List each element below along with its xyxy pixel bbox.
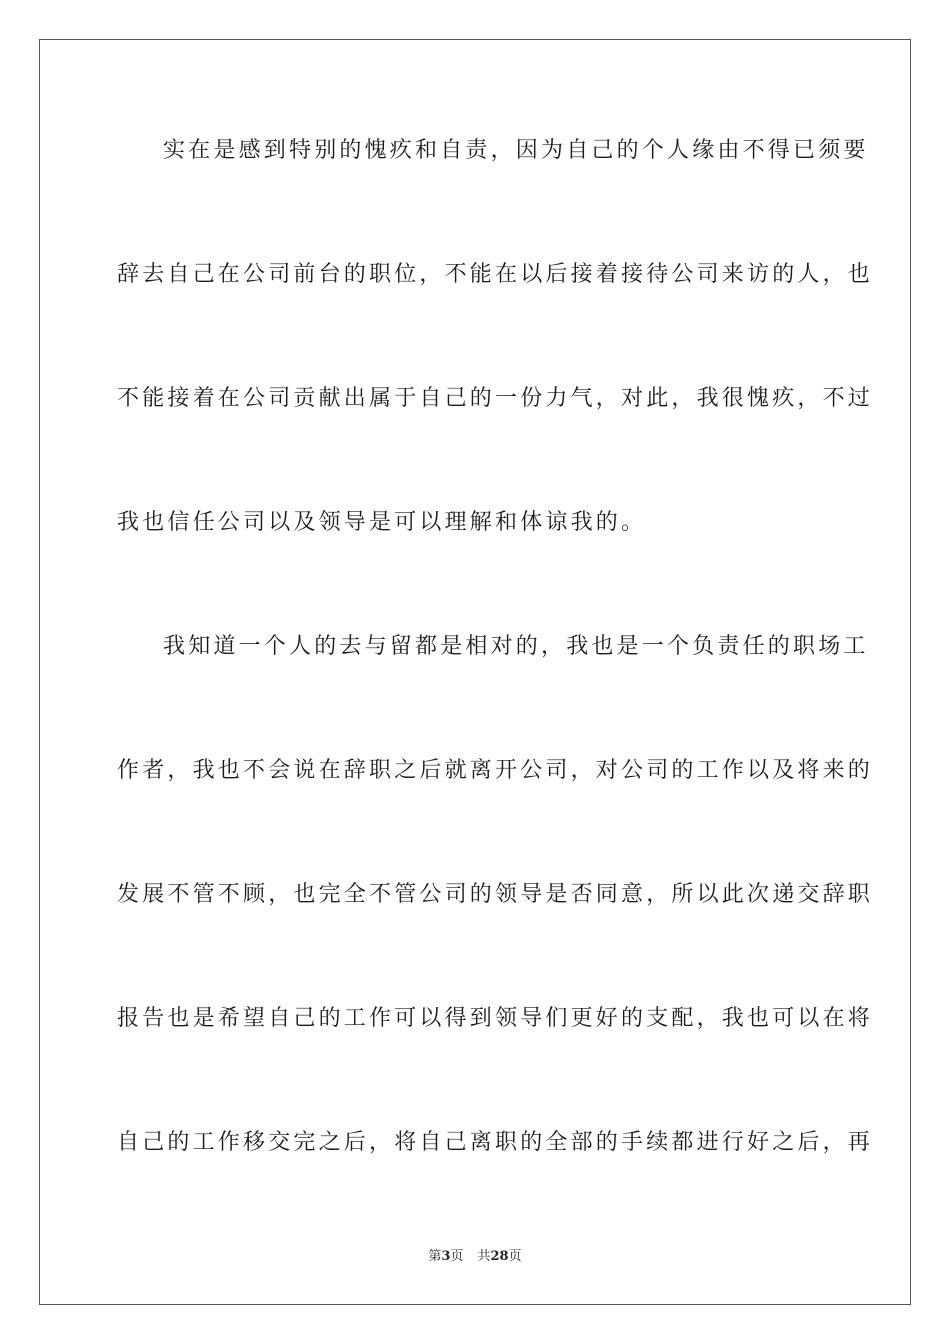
paragraph-2-line-4: 报告也是希望自己的工作可以得到领导们更好的支配，我也可以在将: [117, 1006, 874, 1031]
paragraph-2-line-3: 发展不管不顾，也完全不管公司的领导是否同意，所以此次递交辞职: [117, 882, 874, 907]
page-suffix: 页: [450, 1249, 464, 1264]
page-prefix: 第: [428, 1249, 442, 1264]
page-footer: [0, 1248, 950, 1266]
paragraph-1-line-3: 不能接着在公司贡献出属于自己的一份力气，对此，我很愧疚，不过: [117, 386, 874, 411]
page-number: 3: [441, 1249, 451, 1264]
paragraph-1-line-1: 实在是感到特别的愧疚和自责，因为自己的个人缘由不得已须要: [163, 138, 869, 163]
total-prefix: 共: [477, 1249, 491, 1264]
paragraph-2-line-1: 我知道一个人的去与留都是相对的，我也是一个负责任的职场工: [163, 634, 869, 659]
paragraph-1-line-2: 辞去自己在公司前台的职位，不能在以后接着接待公司来访的人，也: [117, 262, 874, 287]
paragraph-1-line-4: 我也信任公司以及领导是可以理解和体谅我的。: [117, 510, 647, 535]
paragraph-2-line-2: 作者，我也不会说在辞职之后就离开公司，对公司的工作以及将来的: [117, 758, 874, 783]
paragraph-2-line-5: 自己的工作移交完之后，将自己离职的全部的手续都进行好之后，再: [117, 1130, 874, 1155]
total-pages: 28: [490, 1249, 509, 1264]
total-suffix: 页: [508, 1249, 522, 1264]
page-border: [39, 39, 911, 1305]
